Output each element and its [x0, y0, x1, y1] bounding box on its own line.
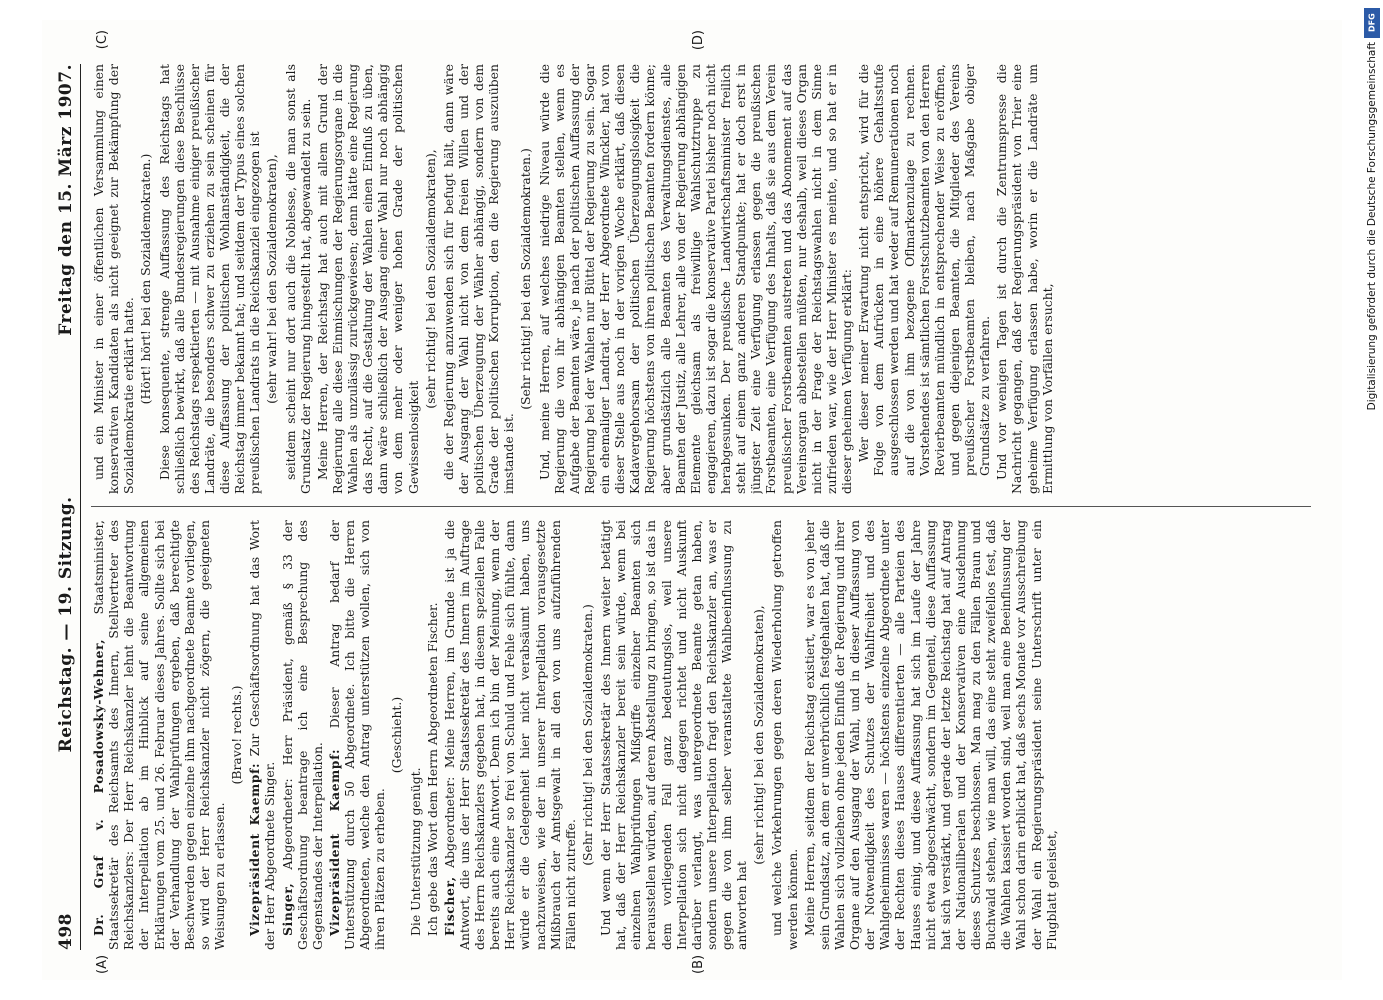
- body-paragraph: und ein Minister in einer öffentlichen Versammlung einen konservativen Kandidaten als nicht geeignet zur Bekämpfung der Sozialdemokratie erklärt hatte.: [90, 64, 136, 494]
- speech-text: Abgeordneter: Herr Präsident, gemäß § 33 der Geschäftsordnung beantrage ich eine Besprechung des Gegenstandes der Interpellation.: [279, 520, 325, 950]
- right-column: [91, 64, 1311, 494]
- body-paragraph: Die Unterstützung genügt.: [407, 767, 422, 936]
- speech-text: Staatsminister, Staatssekretär des Reichsamts des Innern, Stellvertreter des Reichskanzlers: Der Herr Reichskanzler lehnt die Beantwortung der Interpellation ab im Hinblick auf seine allgemeinen Erklärungen vom 25. und 26. Februar dieses Jahres. Sollte sich bei der Verhandlung der Wahlprüfungen ergeben, daß berechtigte Beschwerden gegen einzelne ihm nachgeordnete Beamte vorliegen, so wird der Herr Reichskanzler nicht zögern, die geeigneten Weisungen zu erlassen.: [90, 520, 227, 950]
- stage-direction: (Geschieht.): [388, 696, 404, 774]
- body-paragraph: Und vor wenigen Tagen ist durch die Zentrumspresse die Nachricht gegangen, daß der Regierungspräsident von Trier eine geheime Verfügung erlassen habe, worin er die Landräte um Ermittlung von Vorfällen ersucht,: [993, 64, 1055, 494]
- margin-marker-c: (C): [94, 30, 110, 50]
- speaker-name: Vizepräsident Kaempf:: [246, 762, 262, 936]
- stage-direction: (Sehr richtig! bei den Sozialdemokraten.): [517, 148, 533, 410]
- speaker-name: Singer,: [279, 882, 294, 936]
- quoted-decree: Wer dieser meiner Erwartung nicht entspricht, wird für die Folge von dem Aufrücken in eine höhere Gehaltsstufe ausgeschlossen werden und hat weder auf Remunerationen noch auf die von ihm bezogene Oflmarkenzulage zu rechnen. Vorstehendes ist sämtlichen Forstschutzbeamten von den Herren Revierbeamten mündlich in entsprechender Weise zu eröffnen, und gegen diejenigen Beamten, die Mitglieder des Vereins preußischer Forstbeamten bleiben, nach Maßgabe obiger Grundsätze zu verfahren.: [855, 64, 992, 476]
- speaker-name: Fischer,: [441, 876, 457, 936]
- running-title: Reichstag. — 19. Sitzung.: [55, 496, 76, 753]
- body-paragraph: Und wenn der Herr Staatssekretär des Innern weiter betätigt hat, daß der Herr Reichskanzler bereit sein würde, wenn bei einzelnen Wahlprüfungen Mißgriffe einzelner Beamten sich herausstellen würden, auf deren Abstellung zu bringen, so ist das in dem vorliegenden Fall ganz bedeutungslos, weil unsere Interpellation sich nicht dagegen richtet und nicht Auskunft darüber verlangt, was untergeordnete Beamte getan haben, sondern unsere Interpellation fragt den Reichskanzler an, was er gegen die von ihm selber veranstaltete Wahlbeeinflussung zu antworten hat: [597, 520, 749, 950]
- dfg-logo: DFG: [1364, 8, 1380, 38]
- speech-text: Dieser Antrag bedarf der Unterstützung durch 50 Abgeordnete. Ich bitte die Herren Abgeordneten, welche den Antrag unterstützen wollen, sich von ihren Plätzen zu erheben.: [326, 520, 387, 950]
- speech-paragraph: [91, 520, 227, 950]
- body-paragraph: Meine Herren, der Reichstag hat auch mit allem Grund der Regierung alle diese Einmischungen der Regierungsorgane in die Wahlen als unzulässig zurückgewiesen; denn hätte eine Regierung das Recht, auf die Gestaltung der Wahlen einen Einfluß zu üben, dann wäre schließlich der Ausgang einer Wahl nur noch abhängig von dem mehr oder weniger hohen Grade der politischen Gewissenlosigkeit: [314, 64, 420, 494]
- speaker-name: Vizepräsident Kaempf:: [326, 748, 342, 936]
- stage-direction: (Bravo! rechts.): [228, 685, 244, 785]
- margin-marker-b: (B): [690, 954, 706, 974]
- stage-direction: (Sehr richtig! bei den Sozialdemokraten.): [579, 604, 595, 866]
- page-header: [56, 64, 81, 950]
- body-paragraph: die der Regierung anzuwenden sich für befugt hält, dann wäre der Ausgang der Wahl nicht von dem freien Willen und der politischen Überzeugung der Wähler abhängig, sondern von dem Grade der politischen Korruption, den die Regierung auszuüben imstande ist.: [440, 64, 516, 494]
- text-columns: [90, 30, 1311, 974]
- page-number: 498: [55, 913, 76, 950]
- body-paragraph: Meine Herren, seitdem der Reichstag existiert, war es von jeher sein Grundsatz, an dem er unverbrüchlich festgehalten hat, daß die Wahlen sich vollziehen ohne jeden Einfluß der Regierung und ihrer Organe auf den Ausgang der Wahl, und in dieser Auffassung von der Notwendigkeit des Schutzes der Wahlfreiheit und des Wahlgeheimnisses waren — höchstens einzelne Abgeordnete unter der Rechten dieses Hauses differentierten — alle Parteien des Hauses einig, und diese Auffassung hat sich im Laufe der Jahre nicht etwa abgeschwächt, sondern im Gegenteil, diese Auffassung hat sich verstärkt, und gerade der letzte Reichstag hat auf Antrag der Nationalliberalen und der Konservativen eine Ausdehnung dieses Schutzes beschlossen. Man mag zu den Fällen Braun und Buchwald stehen, wie man will, das eine steht zweifellos fest, daß die Wahlen kassiert worden sind, weil man eine Beeinflussung der Wahl schon darin erblickt hat, daß sechs Monate vor Ausschreibung der Wahl ein Regierungspräsident seine Unterschrift unter ein Flugblatt geleistet,: [801, 520, 1059, 950]
- body-paragraph: seitdem scheint nur dort auch die Noblesse, die man sonst als Grundsatz der Regierung hingestellt hat, abgewandelt zu sein.: [282, 64, 313, 494]
- speech-text: Abgeordneter: Meine Herren, im Grunde ist ja die Antwort, die uns der Herr Staatssekretär des Innern im Auftrage des Herrn Reichskanzlers gegeben hat, in diesem speziellen Falle bereits auch eine Antwort. Denn ich bin der Meinung, wenn der Herr Reichskanzler so frei von Schuld und Fehle sich fühlte, dann würde er die Gelegenheit hier nicht verabsäumt haben, uns nachzuweisen, wie der in unserer Interpellation vorausgesetzte Mißbrauch der Amtsgewalt in all den von uns aufzuführenden Fällen nicht zutreffe.: [441, 520, 578, 950]
- stage-direction: (sehr wahr! bei den Sozialdemokraten),: [263, 154, 279, 404]
- body-paragraph: Diese konsequente, strenge Auffassung des Reichstags hat schließlich bewirkt, daß alle Bundesregierungen diese Beschlüsse des Reichstags respektierten — mit Ausnahme einiger preußischer Landräte, die besonders schwer zu erziehen zu sein scheinen für diese Auffassung der politischen Wohlanständigkeit, die der Reichstag immer bekannt hat; und seitdem der Typus eines solchen preußischen Landrats in die Reichskanzlei eingezogen ist: [156, 64, 262, 494]
- body-paragraph: Ich gebe das Wort dem Herrn Abgeordneten Fischer.: [424, 602, 440, 936]
- margin-marker-d: (D): [690, 30, 706, 51]
- speech-paragraph: [279, 520, 324, 950]
- stage-direction: (sehr richtig! bei den Sozialdemokraten),: [422, 149, 438, 409]
- digitization-note: Digitalisierung gefördert durch die Deutsche Forschungsgemeinschaft: [1366, 42, 1378, 411]
- stage-direction: (sehr richtig! bei den Sozialdemokraten),: [750, 605, 766, 865]
- rotated-document-page: [42, 20, 1342, 980]
- speaker-name: Dr. Graf v. Posadowsky-Wehner,: [90, 638, 106, 936]
- body-paragraph: und welche Vorkehrungen gegen deren Wiederholung getroffen werden können.: [768, 520, 799, 950]
- page-date: Freitag den 15. März 1907.: [55, 64, 76, 336]
- speech-paragraph: [247, 520, 277, 950]
- speech-paragraph: [441, 520, 577, 950]
- body-paragraph: Und, meine Herren, auf welches niedrige Niveau würde die Regierung die von ihr abhängigen Beamten stellen, wenn es Aufgabe der Beamten wäre, je nach der politischen Auffassung der Regierung bei der Wahlen nur Büttel der Regierung zu sein. Sogar ein ehemaliger Landrat, der Herr Abgeordnete Winckler, hat von dieser Stelle aus noch in der vorigen Woche erklärt, daß diesen Kadavergehorsam der politischen Überzeugungslosigkeit die Regierung höchstens von ihren politischen Beamten fordern könne; aber grundsätzlich alle Beamten des Verwaltungsdienstes, alle Beamten der Justiz, alle Lehrer, alle von der Regierung abhängigen Elemente gleichsam als freiwillige Wahlschutztruppe zu engagieren, dazu ist sogar die konservative Partei bisher noch nicht herabgesunken. Der preußische Landwirtschaftsminister freilich steht auf einem ganz anderen Standpunkte; hat er doch erst in jüngster Zeit eine Verfügung erlassen gegen die preußischen Forstbeamten, eine Verfügung des Inhalts, daß sie aus dem Verein preußischer Forstbeamten austreten und das Abonnement auf das Vereinsorgan abbestellen müßten, nur deshalb, weil dieses Organ nicht in der Frage der Reichstagswahlen nicht in dem Sinne zufrieden war, wie der Herr Minister es meinte, und so hat er in dieser geheimen Verfügung erklärt:: [536, 64, 854, 494]
- left-column: [91, 520, 1311, 950]
- stage-direction: (Hört! hört! bei den Sozialdemokraten.): [137, 153, 153, 405]
- speech-text: Zur Geschäftsordnung hat das Wort der Herr Abgeordnete Singer.: [246, 520, 277, 950]
- digitization-sidebar: [1361, 0, 1383, 1000]
- speech-paragraph: [326, 520, 387, 950]
- margin-marker-a: (A): [94, 954, 110, 974]
